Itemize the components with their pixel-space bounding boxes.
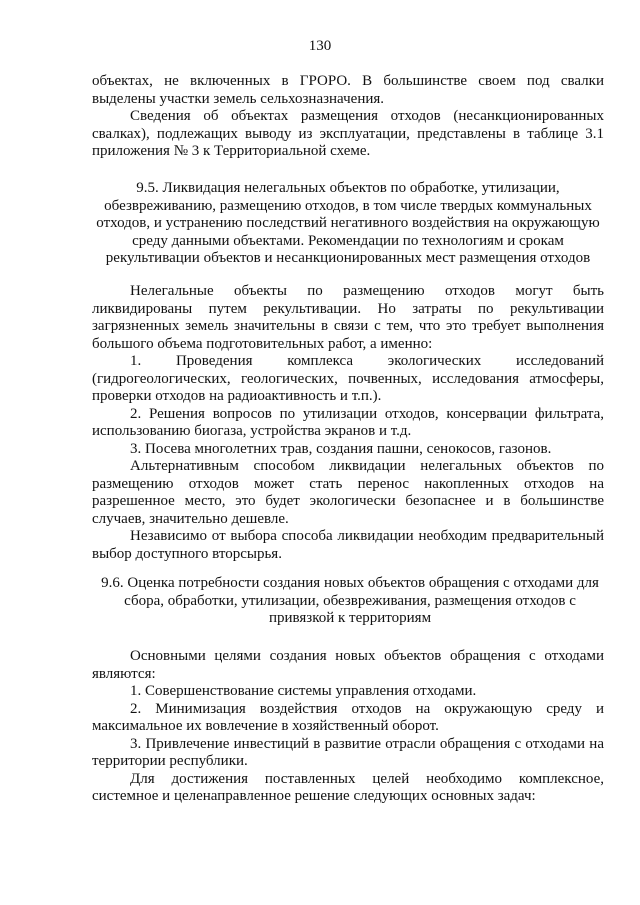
paragraph: Нелегальные объекты по размещению отходов могут быть ликвидированы путем рекультивации. Но затраты по рекультивации загрязненных земель значительны в связи с тем, что это требует выполнения большого объема подготовительных работ, а именно: <box>92 283 604 352</box>
paragraph: Альтернативным способом ликвидации нелегальных объектов по размещению отходов может стать перенос накопленных отходов на разрешенное место, это будет экологически безопаснее и в большинстве случаев, значительно дешевле. <box>92 458 604 527</box>
paragraph: Сведения об объектах размещения отходов (несанкционированных свалках), подлежащих выводу из эксплуатации, представлены в таблице 3.1 приложения № 3 к Территориальной схеме. <box>92 108 604 159</box>
section-heading: 9.5. Ликвидация нелегальных объектов по обработке, утилизации, обезвреживанию, размещению отходов, в том числе твердых коммунальных отходов, и устранению последствий негативного воздействия на окружающую среду данными объектами. Рекомендации по технологиям и срокам рекультивации объектов и несанкционированных мест размещения отходов <box>96 180 600 266</box>
list-item: 3. Привлечение инвестиций в развитие отрасли обращения с отходами на территории республики. <box>92 735 604 769</box>
section-9-5-body <box>92 283 604 563</box>
page-number: 130 <box>308 38 332 54</box>
paragraph: Основными целями создания новых объектов обращения с отходами являются: <box>92 648 604 682</box>
intro-text <box>92 73 604 161</box>
list-item: 2. Решения вопросов по утилизации отходов, консервации фильтрата, использованию биогаза, устройства экранов и т.д. <box>92 405 604 439</box>
paragraph: Независимо от выбора способа ликвидации необходим предварительный выбор доступного вторсырья. <box>92 528 604 562</box>
paragraph: Для достижения поставленных целей необходимо комплексное, системное и целенаправленное решение следующих основных задач: <box>92 770 604 804</box>
section-9-6-heading-block <box>96 575 604 628</box>
list-item: 3. Посева многолетних трав, создания пашни, сенокосов, газонов. <box>130 440 552 457</box>
paragraph: объектах, не включенных в ГРОРО. В большинстве своем под свалки выделены участки земель сельхозназначения. <box>92 73 604 107</box>
section-9-6-body <box>92 648 604 806</box>
section-heading: 9.6. Оценка потребности создания новых объектов обращения с отходами для сбора, обработки, утилизации, обезвреживания, размещения отходов с привязкой к территориям <box>101 575 599 626</box>
list-item: 1. Проведения комплекса экологических исследований (гидрогеологических, геологических, почвенных, исследования атмосферы, проверки отходов на радиоактивность и т.п.). <box>92 353 604 404</box>
list-item: 1. Совершенствование системы управления отходами. <box>130 683 477 699</box>
list-item: 2. Минимизация воздействия отходов на окружающую среду и максимальное их вовлечение в хозяйственный оборот. <box>92 700 604 734</box>
section-9-5-heading-block <box>92 180 604 268</box>
